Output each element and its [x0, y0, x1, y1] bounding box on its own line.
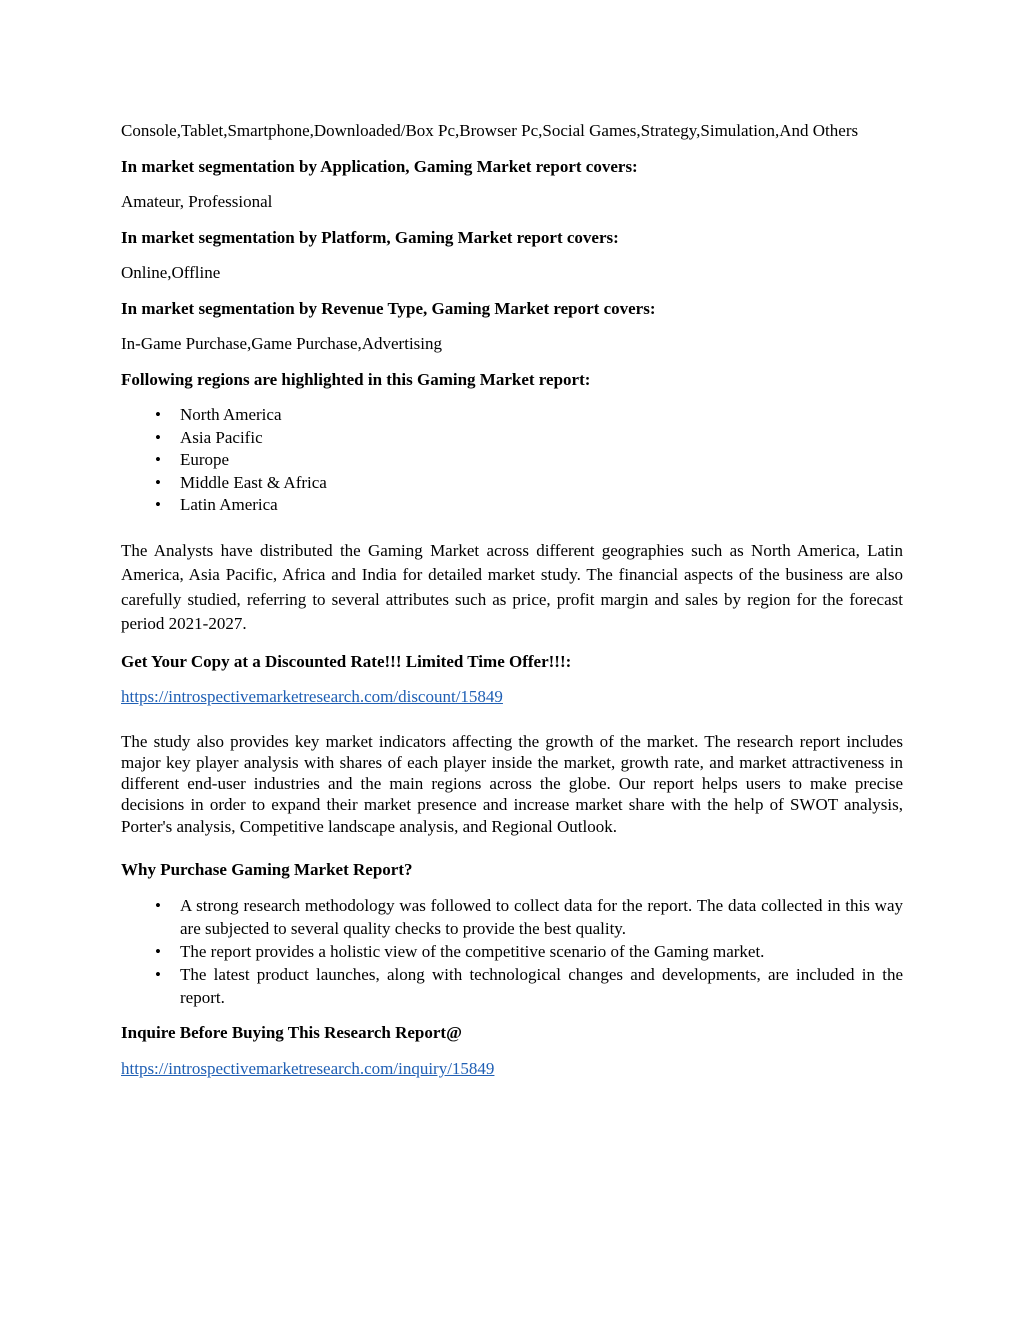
platform-values: Online,Offline — [121, 263, 221, 282]
bullet-icon: • — [155, 495, 161, 514]
why-point-text: The report provides a holistic view of the competitive scenario of the Gaming market. — [180, 942, 765, 962]
platform-heading: In market segmentation by Platform, Gaming Market report covers: — [121, 227, 619, 247]
region-label: Europe — [180, 450, 230, 469]
list-item — [121, 494, 903, 517]
bullet-icon: • — [155, 472, 161, 492]
analysts-paragraph: The Analysts have distributed the Gaming Market across different geographies such as North America, Latin America, Asia Pacific, Africa and India for detailed market study. The financial aspects of the business are also carefully studied, referring to several attributes such as price, profit margin and sales by region for the forecast period 2021-2027. — [121, 540, 903, 633]
region-label: Middle East & Africa — [180, 472, 327, 492]
why-point-text: The latest product launches, along with technological changes and developments, are included in the report. — [180, 965, 903, 1008]
bullet-icon: • — [155, 965, 161, 985]
bullet-icon: • — [155, 450, 161, 469]
list-item — [121, 894, 903, 940]
study-paragraph: The study also provides key market indicators affecting the growth of the market. The research report includes major key player analysis with shares of each player inside the market, growth rate, and market attractiveness in different end-user industries and the main regions across the globe. Our report helps users to make precise decisions in order to expand their market presence and increase market share with the help of SWOT analysis, Porter's analysis, Competitive landscape analysis, and Regional Outlook. — [121, 731, 903, 836]
application-heading: In market segmentation by Application, Gaming Market report covers: — [121, 156, 638, 176]
application-values: Amateur, Professional — [121, 192, 273, 211]
document-page — [121, 120, 903, 1080]
bullet-icon: • — [155, 896, 161, 916]
revenue-values: In-Game Purchase,Game Purchase,Advertising — [121, 334, 443, 353]
bullet-icon: • — [155, 942, 161, 962]
list-item — [121, 472, 903, 495]
region-label: North America — [180, 405, 282, 424]
revenue-heading: In market segmentation by Revenue Type, Gaming Market report covers: — [121, 298, 656, 318]
inquire-heading: Inquire Before Buying This Research Report@ — [121, 1023, 462, 1043]
why-point-text: A strong research methodology was followed to collect data for the report. The data collected in this way are subjected to several quality checks to provide the best quality. — [180, 896, 903, 939]
bullet-icon: • — [155, 405, 161, 424]
discount-heading: Get Your Copy at a Discounted Rate!!! Limited Time Offer!!!: — [121, 651, 572, 671]
bullet-icon: • — [155, 427, 161, 447]
region-label: Asia Pacific — [180, 427, 263, 447]
regions-list — [121, 404, 903, 517]
regions-heading: Following regions are highlighted in this Gaming Market report: — [121, 369, 591, 389]
why-purchase-heading: Why Purchase Gaming Market Report? — [121, 859, 413, 879]
list-item — [121, 427, 903, 450]
why-purchase-list — [121, 894, 903, 1009]
region-label: Latin America — [180, 495, 278, 514]
list-item — [121, 963, 903, 1009]
types-line: Console,Tablet,Smartphone,Downloaded/Box Pc,Browser Pc,Social Games,Strategy,Simulation,And Others — [121, 121, 859, 140]
list-item — [121, 940, 903, 963]
list-item — [121, 404, 903, 427]
list-item — [121, 449, 903, 472]
discount-link[interactable]: https://introspectivemarketresearch.com/discount/15849 — [121, 687, 503, 706]
inquiry-link[interactable]: https://introspectivemarketresearch.com/inquiry/15849 — [121, 1058, 495, 1078]
